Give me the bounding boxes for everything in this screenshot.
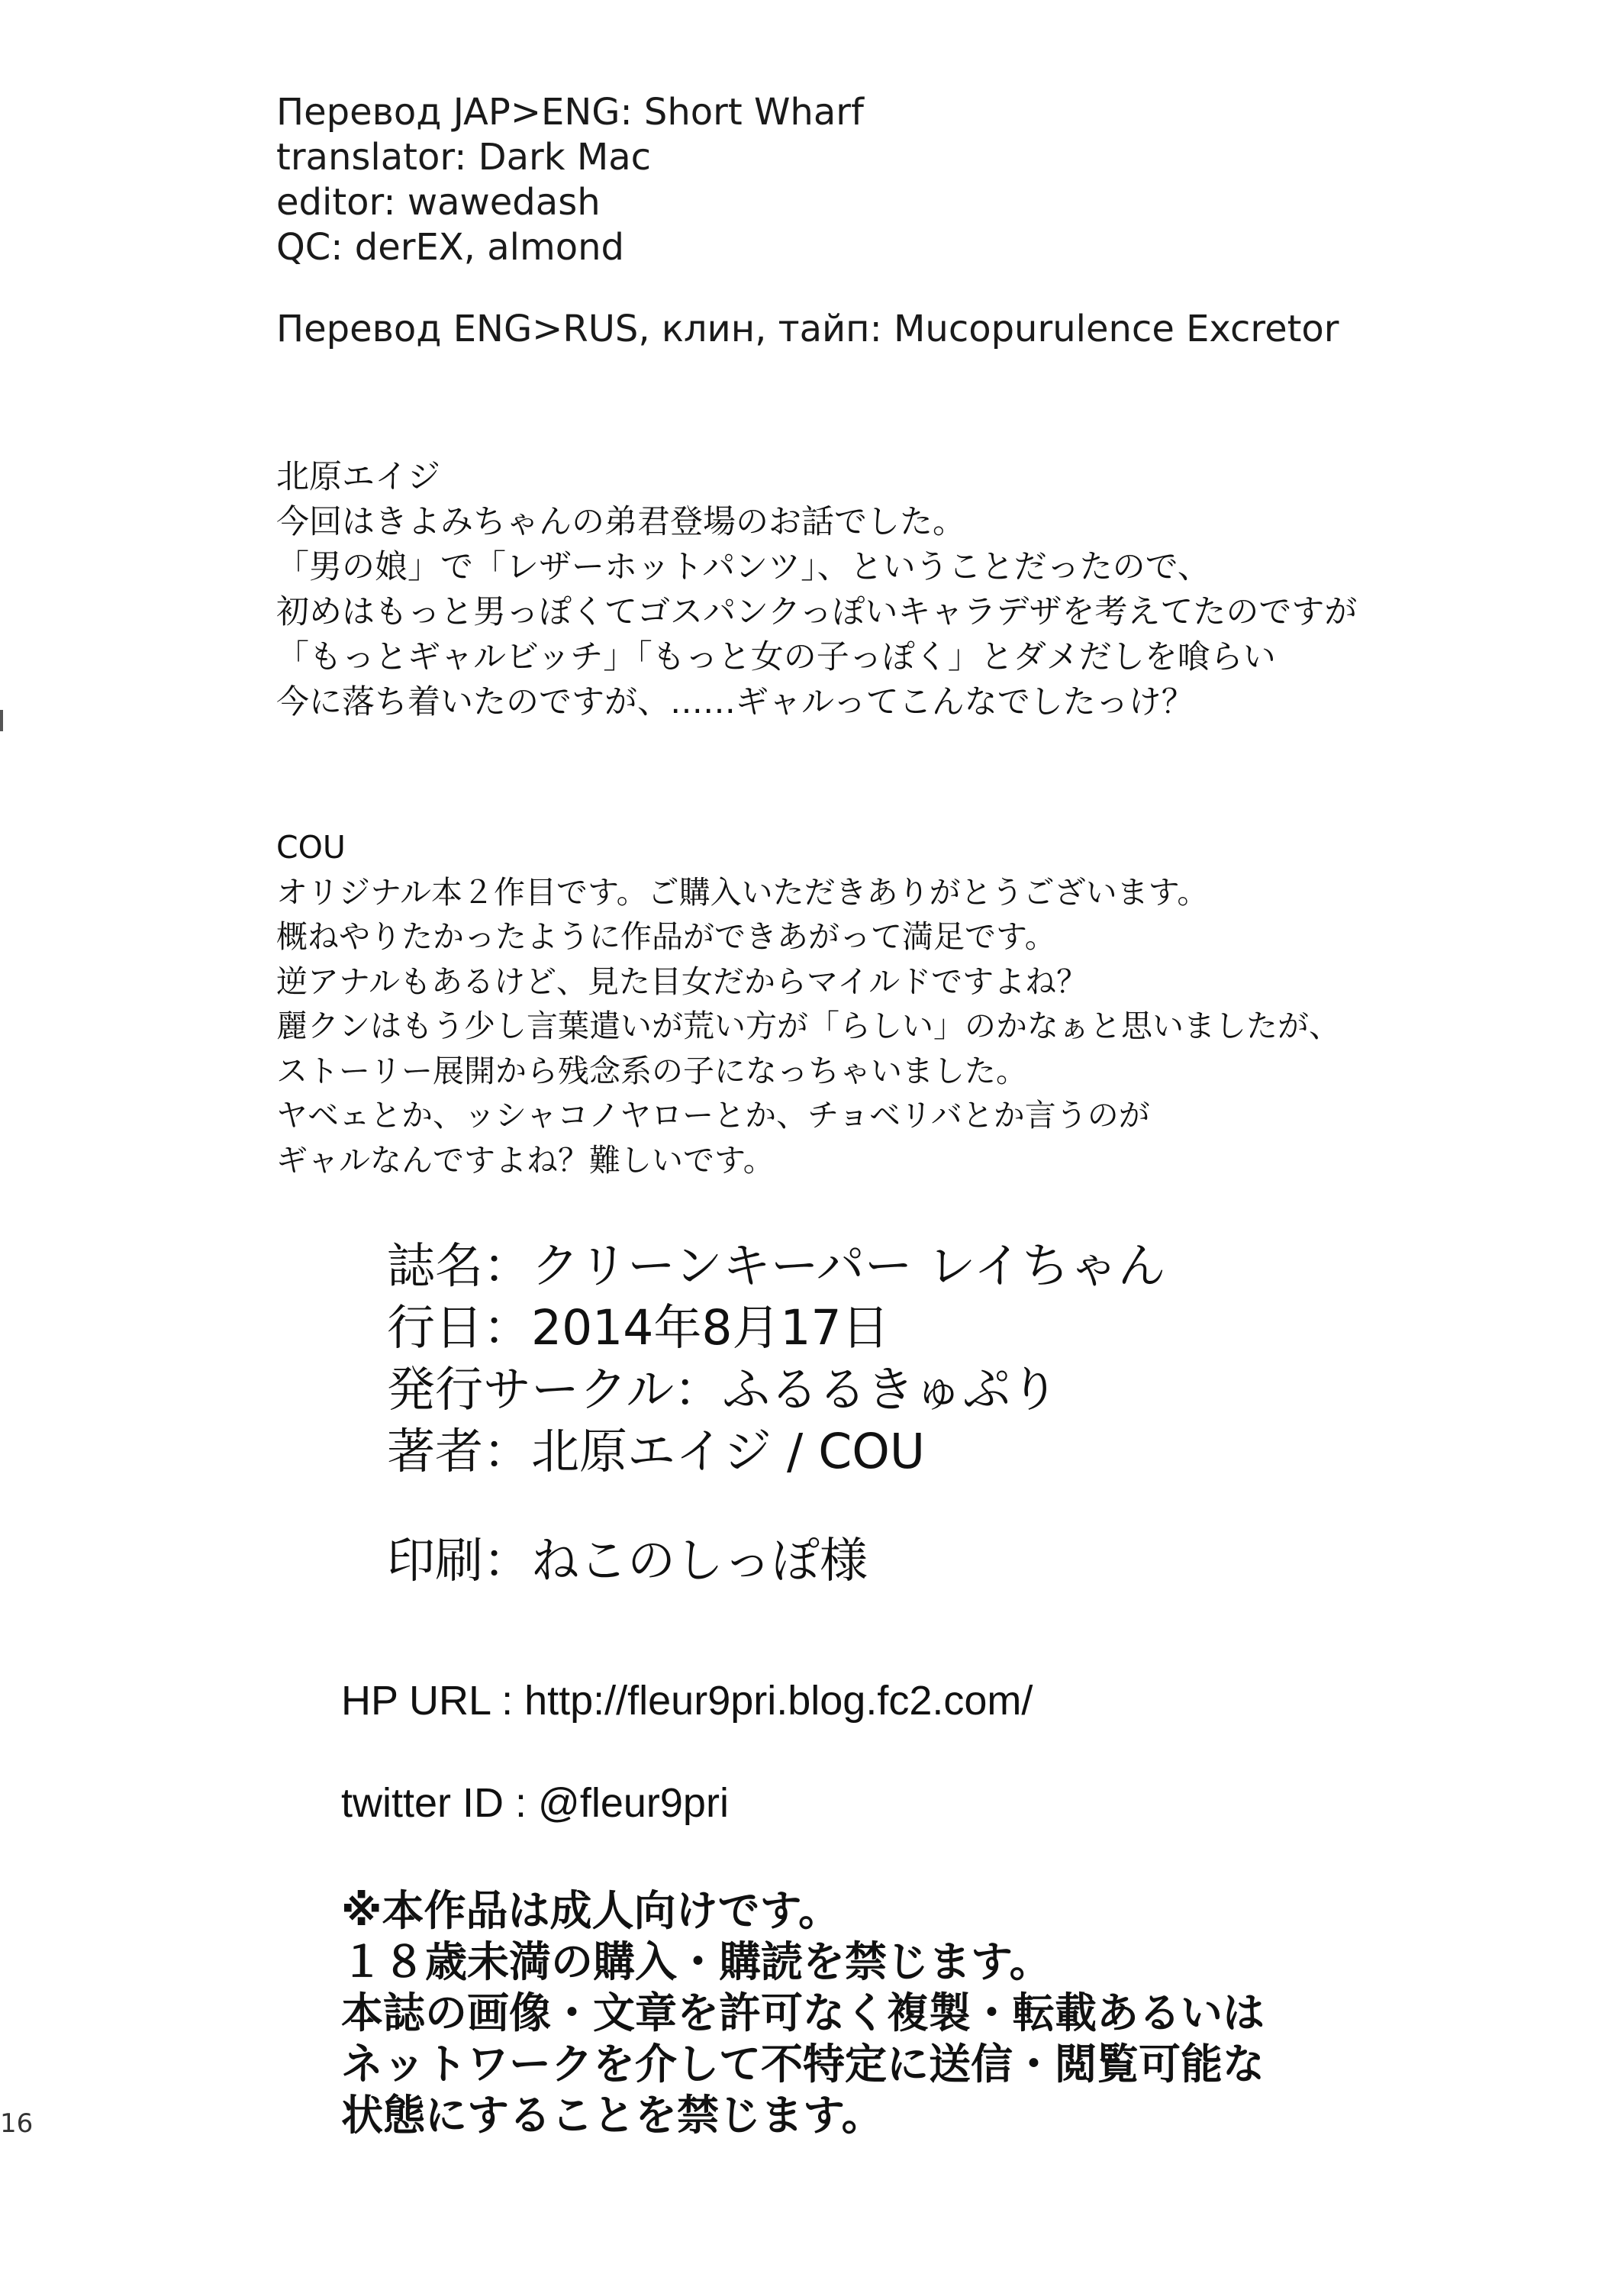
afterword-line: 「もっとギャルビッチ」「もっと女の子っぽく」とダメだしを喰らい (276, 638, 1276, 676)
colophon-circle: 発行サークル：ふるるきゅぷり (387, 1362, 1059, 1418)
afterword-line: 初めはもっと男っぽくてゴスパンクっぽいキャラデザを考えてたのですが (276, 593, 1358, 631)
afterword-line: オリジナル本２作目です。ご購入いただきありがとうございます。 (276, 873, 1209, 911)
afterword-line: 概ねやりたかったように作品ができあがって満足です。 (276, 918, 1056, 955)
afterword-line: ギャルなんですよね？難しいです。 (276, 1141, 775, 1179)
afterword-author: COU (276, 829, 346, 866)
twitter-id: twitter ID : @fleur9pri (341, 1780, 729, 1826)
colophon-printer: 印刷：ねこのしっぽ様 (387, 1533, 868, 1588)
afterword-line: 今回はきよみちゃんの弟君登場のお話でした。 (276, 503, 965, 541)
credit-line-translator: translator: Dark Mac (276, 136, 652, 179)
afterword-line: ヤベェとか、ッシャコノヤローとか、チョベリバとか言うのが (276, 1097, 1150, 1134)
notice-line: ネットワークを介して不特定に送信・閲覧可能な (341, 2040, 1265, 2088)
afterword-line: 今に落ち着いたのですが、……ギャルってこんなでしたっけ？ (276, 683, 1194, 721)
colophon-authors: 著者：北原エイジ / COU (387, 1424, 925, 1479)
page-number: 16 (0, 2108, 34, 2139)
scan-edge-mark (0, 710, 3, 731)
credit-line-editor: editor: wawedash (276, 181, 601, 224)
afterword-cou (276, 825, 1624, 1182)
credit-line-jap-eng: Перевод JAP>ENG: Short Wharf (276, 91, 864, 134)
afterword-line: ストーリー展開から残念系の子になっちゃいました。 (276, 1052, 1027, 1089)
colophon-title: 誌名：クリーンキーパー レイちゃん (387, 1238, 1166, 1294)
adult-notice (341, 1885, 1624, 2141)
colophon (387, 1235, 1624, 1592)
notice-line: 状態にすることを禁じます。 (341, 2091, 884, 2140)
homepage-url: HP URL : http://fleur9pri.blog.fc2.com/ (341, 1678, 1033, 1724)
afterword-line: 「男の娘」で「レザーホットパンツ」、ということだったので、 (276, 548, 1210, 586)
credit-line-qc: QC: derEX, almond (276, 226, 624, 269)
afterword-line: 逆アナルもあるけど、見た目女だからマイルドですよね？ (276, 963, 1088, 1000)
afterword-line: 麗クンはもう少し言葉遣いが荒い方が「らしい」のかなぁと思いましたが、 (276, 1008, 1340, 1044)
colophon-date: 行日：2014年8月17日 (387, 1300, 890, 1356)
notice-line: 本誌の画像・文章を許可なく複製・転載あるいは (341, 1988, 1265, 2037)
notice-line: １８歳未満の購入・購読を禁じます。 (341, 1937, 1052, 1986)
afterword-author: 北原エイジ (276, 458, 440, 496)
notice-line: ※本作品は成人向けです。 (341, 1886, 841, 1935)
translation-credits (276, 90, 1624, 352)
credit-line-eng-rus: Перевод ENG>RUS, клин, тайп: Mucopurulence Excretor (276, 308, 1339, 350)
afterword-kitahara (276, 455, 1624, 725)
